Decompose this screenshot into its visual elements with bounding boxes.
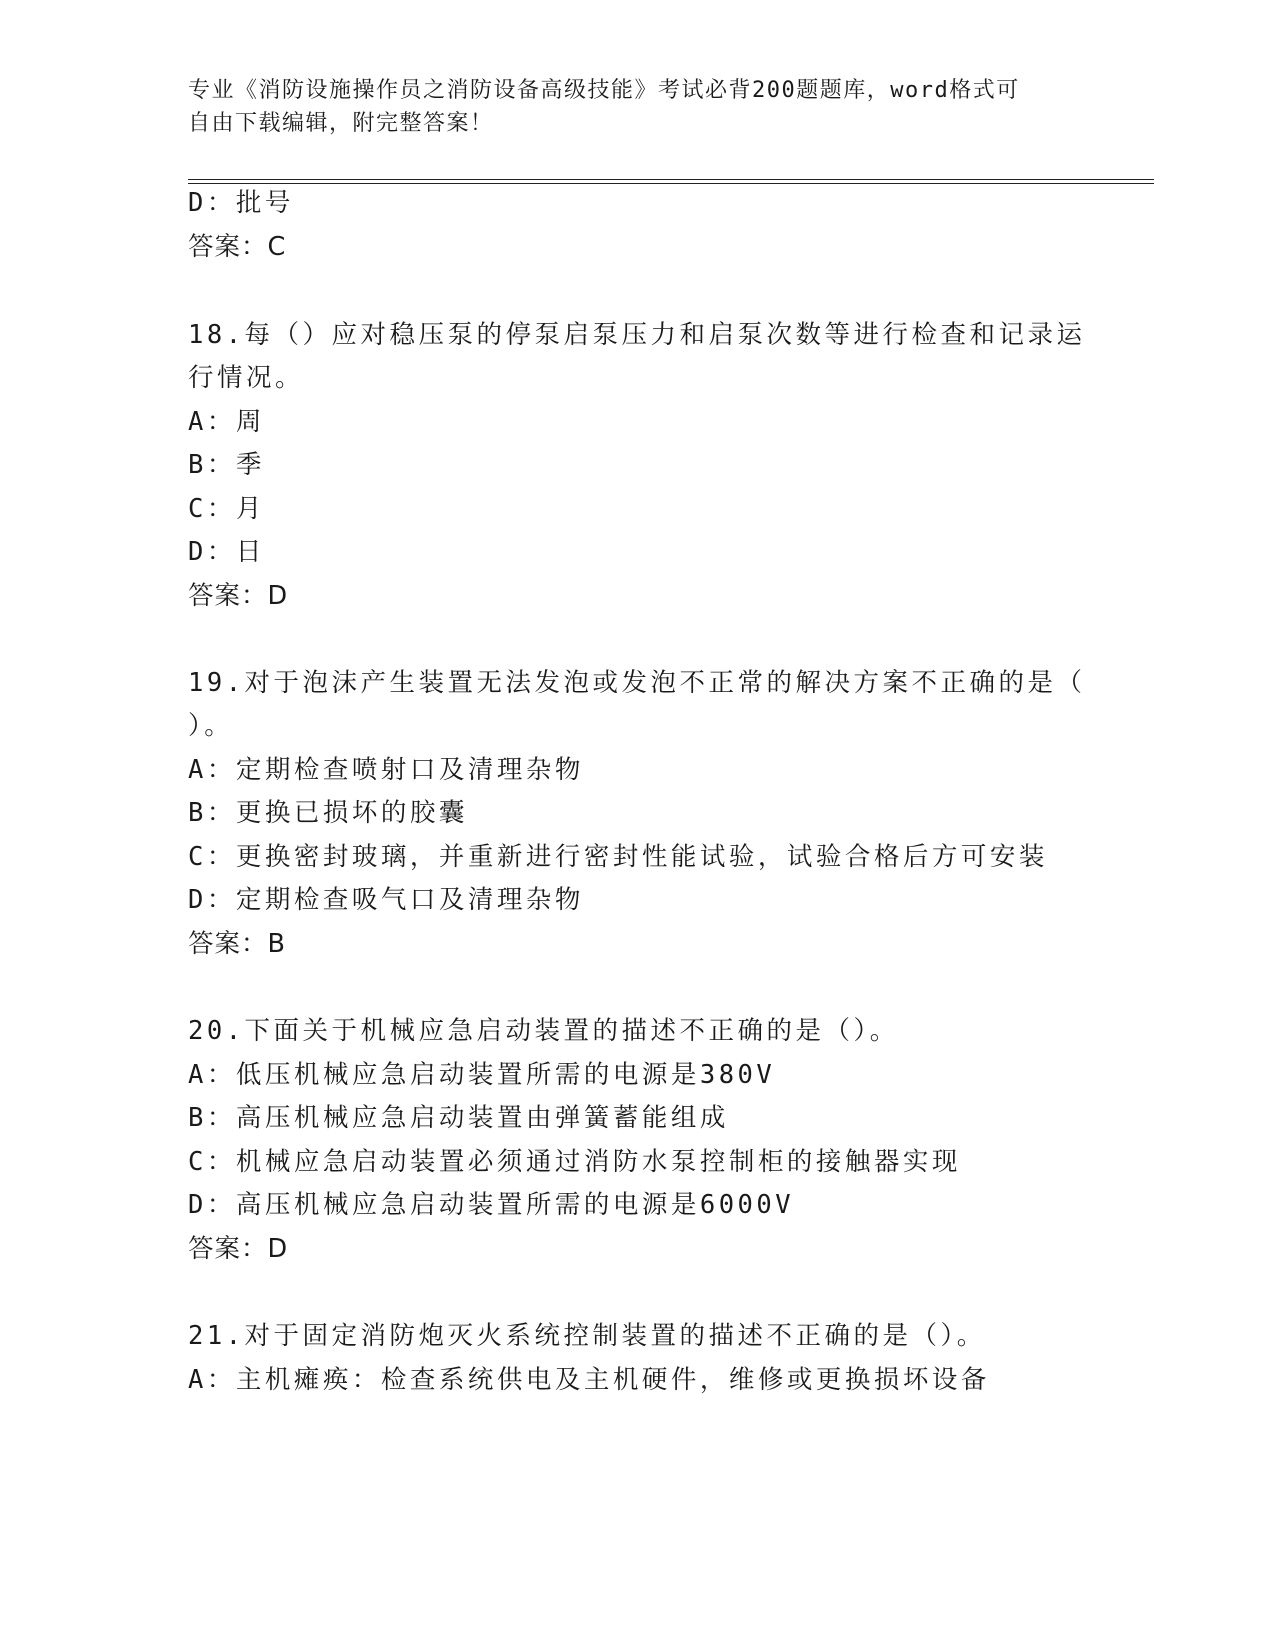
q18-stem-line-1: 18.每（）应对稳压泵的停泵启泵压力和启泵次数等进行检查和记录运: [188, 320, 1086, 350]
q20-option-c: C：机械应急启动装置必须通过消防水泵控制柜的接触器实现: [188, 1147, 961, 1177]
prev-option-d: D：批号: [188, 188, 294, 218]
q20-stem: 20.下面关于机械应急启动装置的描述不正确的是（）。: [188, 1016, 899, 1046]
header-line-1: 专业《消防设施操作员之消防设备高级技能》考试必背200题题库，word格式可: [188, 78, 1020, 103]
header-divider-bottom: [188, 183, 1154, 184]
q18-option-d: D：日: [188, 537, 265, 567]
document-header: [188, 74, 1068, 140]
q21-option-a: A：主机瘫痪：检查系统供电及主机硬件，维修或更换损坏设备: [188, 1365, 990, 1395]
q18-answer: 答案：D: [188, 581, 289, 611]
q19-stem-line-1: 19.对于泡沫产生装置无法发泡或发泡不正常的解决方案不正确的是（: [188, 668, 1086, 698]
q20-option-d: D：高压机械应急启动装置所需的电源是6000V: [188, 1190, 795, 1220]
prev-answer: 答案：C: [188, 232, 287, 262]
q19-option-a: A：定期检查喷射口及清理杂物: [188, 755, 584, 785]
q20-option-b: B：高压机械应急启动装置由弹簧蓄能组成: [188, 1103, 729, 1133]
q19-option-b: B：更换已损坏的胶囊: [188, 798, 468, 828]
header-line-2: 自由下载编辑，附完整答案！: [188, 111, 494, 136]
q19-answer: 答案：B: [188, 929, 286, 959]
q21-stem: 21.对于固定消防炮灭火系统控制装置的描述不正确的是（）。: [188, 1321, 986, 1351]
header-divider-top: [188, 179, 1154, 180]
q20-answer: 答案：D: [188, 1234, 289, 1264]
q18-option-b: B：季: [188, 450, 265, 480]
q19-stem-line-2: ）。: [188, 711, 234, 741]
q19-option-d: D：定期检查吸气口及清理杂物: [188, 885, 584, 915]
q18-option-c: C：月: [188, 494, 265, 524]
q18-option-a: A：周: [188, 407, 265, 437]
q18-stem-line-2: 行情况。: [188, 363, 305, 393]
q20-option-a: A：低压机械应急启动装置所需的电源是380V: [188, 1060, 776, 1090]
q19-option-c: C：更换密封玻璃，并重新进行密封性能试验，试验合格后方可安装: [188, 842, 1048, 872]
